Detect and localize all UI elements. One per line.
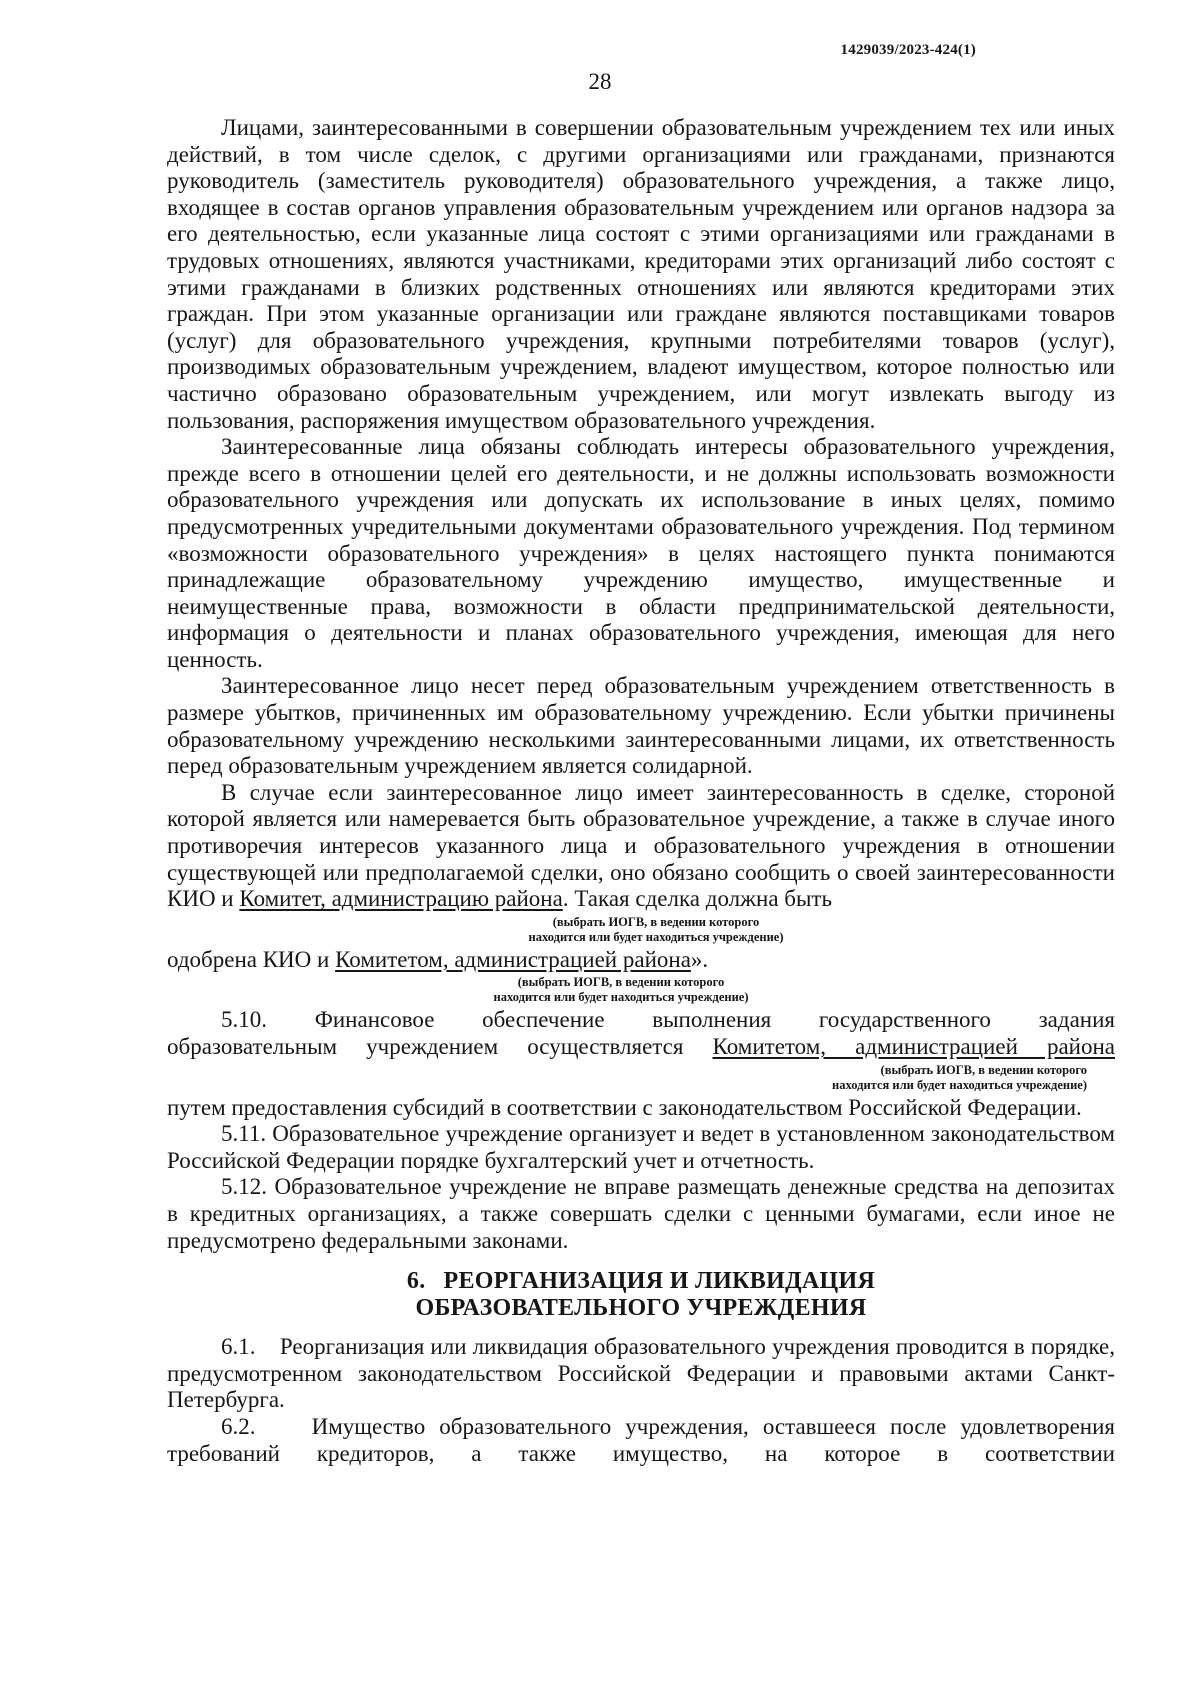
document-body bbox=[167, 115, 1121, 1467]
approval-text-end: ». bbox=[690, 946, 709, 972]
footnote-line: находится или будет находиться учреждение) bbox=[493, 990, 749, 1005]
paragraph-approval bbox=[167, 947, 1115, 974]
paragraph-5-10-rest: путем предоставления субсидий в соответствии с законодательством Российской Федерации. bbox=[167, 1094, 1082, 1120]
paragraph-6-1: 6.1. Реорганизация или ликвидация образовательного учреждения проводится в порядке, предусмотренном законодательством Российской Федерации и правовыми актами Санкт-Петербурга. bbox=[167, 1334, 1121, 1413]
footnote-line: (выбрать ИОГВ, в ведении которого bbox=[552, 914, 760, 929]
document-registration-number: 1429039/2023-424(1) bbox=[840, 42, 976, 58]
paragraph-conflict-text: В случае если заинтересованное лицо имеет заинтересованность в сделке, стороной которой является или намеревается быть образовательное учреждение, а также в случае иного противоречия интересов указанного лица и образовательного учреждения в отношении существующей или предполагаемой сделки, оно обязано сообщить о своей заинтересованности КИО и bbox=[167, 779, 1115, 912]
paragraph-interested-persons-obligations: Заинтересованные лица обязаны соблюдать интересы образовательного учреждения, прежде всего в отношении целей его деятельности, и не должны использовать возможности образовательного учреждения или допускать их использование в иных целях, помимо предусмотренных учредительными документами образовательного учреждения. Под термином «возможности образовательного учреждения» в целях настоящего пункта понимаются принадлежащие образовательному учреждению имущество, имущественные и неимущественные права, возможности в области предпринимательской деятельности, информация о деятельности и планах образовательного учреждения, имеющая для него ценность. bbox=[167, 434, 1115, 672]
footnote-line: находится или будет находиться учреждение) bbox=[832, 1077, 1087, 1092]
section-6-heading bbox=[167, 1268, 1115, 1322]
section-6-title-line-2: ОБРАЗОВАТЕЛЬНОГО УЧРЕЖДЕНИЯ bbox=[415, 1295, 867, 1322]
paragraph-5-11: 5.11. Образовательное учреждение организует и ведет в установленном законодательством Российской Федерации порядке бухгалтерский учет и отчетность. bbox=[167, 1121, 1115, 1173]
paragraph-5-10-line-2 bbox=[167, 1034, 1115, 1061]
section-6-title-line-1 bbox=[167, 1268, 1115, 1295]
committee-placeholder-underlined: Комитетом, администрацией района bbox=[712, 1034, 1116, 1059]
page-number: 28 bbox=[588, 69, 612, 94]
footnote-line: находится или будет находиться учреждение) bbox=[528, 929, 784, 944]
committee-placeholder-underlined: Комитет, администрацию района bbox=[239, 886, 563, 912]
paragraph-interested-persons-liability: Заинтересованное лицо несет перед образовательным учреждением ответственность в размере убытков, причиненных им образовательному учреждению. Если убытки причинены образовательному учреждению несколькими заинтересованными лицами, их ответственность перед образовательным учреждением является солидарной. bbox=[167, 673, 1115, 779]
footnote-select-authority-3 bbox=[167, 1063, 1115, 1093]
section-title: РЕОРГАНИЗАЦИЯ И ЛИКВИДАЦИЯ bbox=[443, 1268, 876, 1295]
footnote-line: (выбрать ИОГВ, в ведении которого bbox=[517, 975, 725, 990]
financing-text: образовательным учреждением осуществляется bbox=[167, 1034, 684, 1059]
paragraph-conflict-of-interest bbox=[167, 780, 1115, 913]
committee-placeholder-underlined: Комитетом, администрацией района bbox=[335, 946, 691, 972]
section-number: 6. bbox=[406, 1268, 426, 1295]
footnote-select-authority-1 bbox=[167, 915, 1115, 945]
footnote-select-authority-2 bbox=[127, 975, 1115, 1005]
paragraph-6-2: 6.2. Имущество образовательного учреждения, оставшееся после удовлетворения требований кредиторов, а также имущество, на которое в соответствии bbox=[167, 1413, 1121, 1466]
paragraph-5-10-line-1: 5.10. Финансовое обеспечение выполнения государственного задания bbox=[221, 1007, 1115, 1033]
paragraph-conflict-text-end: . Такая сделка должна быть bbox=[562, 886, 832, 912]
paragraph-interested-persons-definition: Лицами, заинтересованными в совершении образовательным учреждением тех или иных действий, в том числе сделок, с другими организациями или гражданами, признаются руководитель (заместитель руководителя) образовательного учреждения, а также лицо, входящее в состав органов управления образовательным учреждением или органов надзора за его деятельностью, если указанные лица состоят с этими организациями или гражданами в трудовых отношениях, являются участниками, кредиторами этих организаций либо состоят с этими гражданами в близких родственных отношениях или являются кредиторами этих граждан. При этом указанные организации или граждане являются поставщиками товаров (услуг) для образовательного учреждения, крупными потребителями товаров (услуг), производимых образовательным учреждением, владеют имуществом, которое полностью или частично образовано образовательным учреждением, или могут извлекать выгоду из пользования, распоряжения имуществом образовательного учреждения. bbox=[167, 115, 1115, 433]
footnote-line: (выбрать ИОГВ, в ведении которого bbox=[880, 1062, 1087, 1077]
approval-text: одобрена КИО и bbox=[167, 946, 330, 972]
paragraph-5-12: 5.12. Образовательное учреждение не вправе размещать денежные средства на депозитах в кредитных организациях, а также совершать сделки с ценными бумагами, если иное не предусмотрено федеральными законами. bbox=[167, 1174, 1115, 1253]
